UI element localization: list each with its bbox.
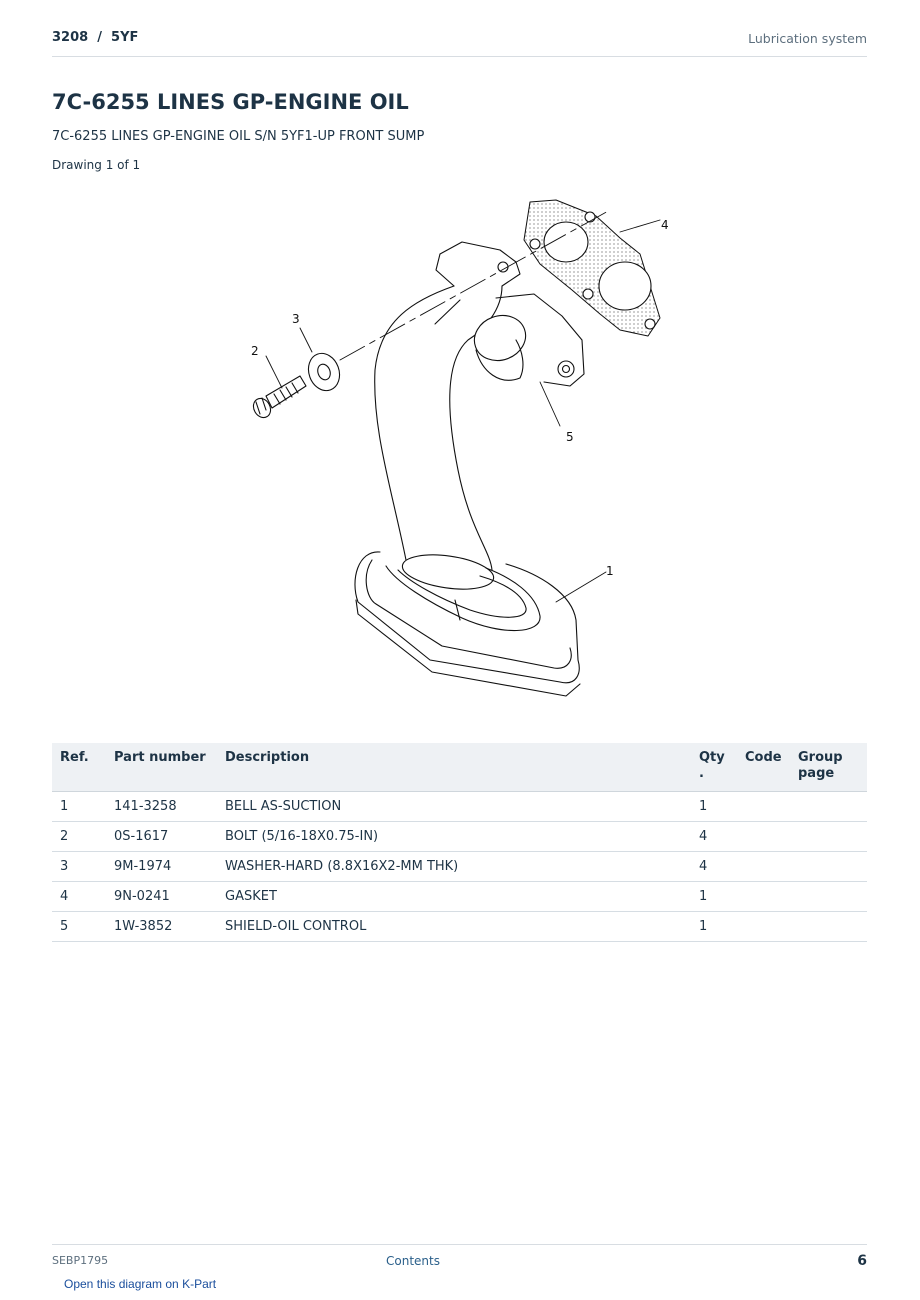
cell-qty: 1 (691, 912, 737, 942)
page-footer (52, 1244, 867, 1275)
callout-1: 1 (606, 564, 614, 578)
cell-part-number: 141-3258 (106, 792, 217, 822)
cell-part-number: 9N-0241 (106, 882, 217, 912)
page-title: 7C-6255 LINES GP-ENGINE OIL (52, 90, 409, 114)
parts-table (52, 743, 867, 942)
cell-part-number: 1W-3852 (106, 912, 217, 942)
kpart-diagram-link[interactable]: Open this diagram on K-Part (64, 1277, 217, 1291)
header-part-number: Part number (106, 743, 217, 792)
cell-qty: 4 (691, 852, 737, 882)
section-label: Lubrication system (748, 31, 867, 46)
header-ref: Ref. (52, 743, 106, 792)
model-label: 3208 / 5YF (52, 30, 139, 45)
suction-pipe (375, 242, 520, 594)
cell-description: BELL AS-SUCTION (217, 792, 691, 822)
cell-description: GASKET (217, 882, 691, 912)
cell-code (737, 882, 790, 912)
cell-ref: 3 (52, 852, 106, 882)
page-number: 6 (857, 1253, 867, 1269)
cell-group-page (790, 852, 867, 882)
bolt-part (250, 376, 306, 421)
document-id: SEBP1795 (52, 1254, 109, 1267)
cell-ref: 4 (52, 882, 106, 912)
cell-part-number: 0S-1617 (106, 822, 217, 852)
cell-description: WASHER-HARD (8.8X16X2-MM THK) (217, 852, 691, 882)
cell-group-page (790, 822, 867, 852)
cell-group-page (790, 792, 867, 822)
parts-diagram (200, 190, 700, 710)
cell-qty: 1 (691, 792, 737, 822)
callout-2: 2 (251, 344, 259, 358)
contents-link[interactable]: Contents (386, 1254, 440, 1268)
drawing-count: Drawing 1 of 1 (52, 158, 141, 172)
cell-part-number: 9M-1974 (106, 852, 217, 882)
table-row (52, 822, 867, 852)
cell-ref: 1 (52, 792, 106, 822)
shield-part (468, 294, 584, 386)
suction-bell-part (355, 552, 580, 696)
callout-3: 3 (292, 312, 300, 326)
table-row (52, 882, 867, 912)
header-description: Description (217, 743, 691, 792)
cell-code (737, 792, 790, 822)
callout-5: 5 (566, 430, 574, 444)
cell-group-page (790, 882, 867, 912)
callout-4: 4 (661, 218, 669, 232)
cell-group-page (790, 912, 867, 942)
cell-ref: 5 (52, 912, 106, 942)
cell-description: SHIELD-OIL CONTROL (217, 912, 691, 942)
header-qty: Qty . (691, 743, 737, 792)
table-header-row (52, 743, 867, 792)
header-group-page: Group page (790, 743, 867, 792)
table-row (52, 792, 867, 822)
cell-code (737, 822, 790, 852)
page-subtitle: 7C-6255 LINES GP-ENGINE OIL S/N 5YF1-UP FRONT SUMP (52, 129, 425, 144)
cell-qty: 4 (691, 822, 737, 852)
cell-ref: 2 (52, 822, 106, 852)
cell-code (737, 912, 790, 942)
table-row (52, 912, 867, 942)
cell-code (737, 852, 790, 882)
table-row (52, 852, 867, 882)
cell-qty: 1 (691, 882, 737, 912)
cell-description: BOLT (5/16-18X0.75-IN) (217, 822, 691, 852)
page-header (52, 28, 867, 57)
header-code: Code (737, 743, 790, 792)
washer-part (303, 349, 344, 395)
